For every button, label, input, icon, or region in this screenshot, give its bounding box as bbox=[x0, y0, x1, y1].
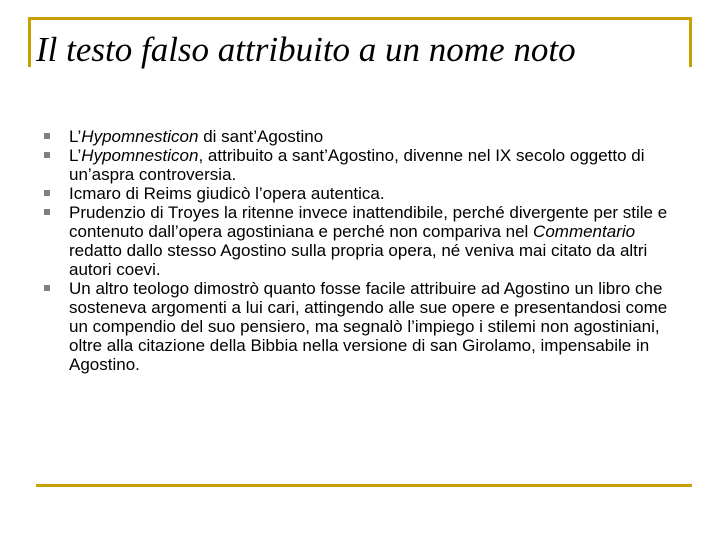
bullet-item bbox=[44, 127, 674, 146]
square-bullet-icon bbox=[44, 190, 50, 196]
bullet-text: Icmaro di Reims giudicò l’opera autentica. bbox=[69, 184, 385, 203]
bullet-item bbox=[44, 203, 674, 279]
square-bullet-icon bbox=[44, 209, 50, 215]
title-frame-top-rule bbox=[28, 17, 692, 20]
bullet-text: L’Hypomnesticon, attribuito a sant’Agostino, divenne nel IX secolo oggetto di un’aspra controversia. bbox=[69, 146, 645, 184]
bottom-accent-rule bbox=[36, 484, 692, 487]
title-frame-left-rule bbox=[28, 17, 31, 67]
bullet-list bbox=[44, 127, 674, 374]
title-frame-right-rule bbox=[689, 17, 692, 67]
square-bullet-icon bbox=[44, 133, 50, 139]
slide-title: Il testo falso attribuito a un nome noto bbox=[36, 30, 576, 69]
square-bullet-icon bbox=[44, 285, 50, 291]
bullet-text: Un altro teologo dimostrò quanto fosse facile attribuire ad Agostino un libro che sosteneva argomenti a lui cari, attingendo alle sue opere e presentandosi come un compendio del suo pensiero, ma segnalò l’impiego i stilemi non agostiniani, oltre alla citazione della Bibbia nella versione di san Girolamo, impensabile in Agostino. bbox=[69, 279, 668, 374]
bullet-text: Prudenzio di Troyes la ritenne invece inattendibile, perché divergente per stile e contenuto dall’opera agostiniana e perché non compariva nel Commentario redatto dallo stesso Agostino sulla propria opera, né veniva mai citato da altri autori coevi. bbox=[69, 203, 668, 279]
square-bullet-icon bbox=[44, 152, 50, 158]
bullet-item bbox=[44, 184, 674, 203]
bullet-item bbox=[44, 279, 674, 374]
bullet-text: L’Hypomnesticon di sant’Agostino bbox=[69, 127, 324, 146]
bullet-item bbox=[44, 146, 674, 184]
